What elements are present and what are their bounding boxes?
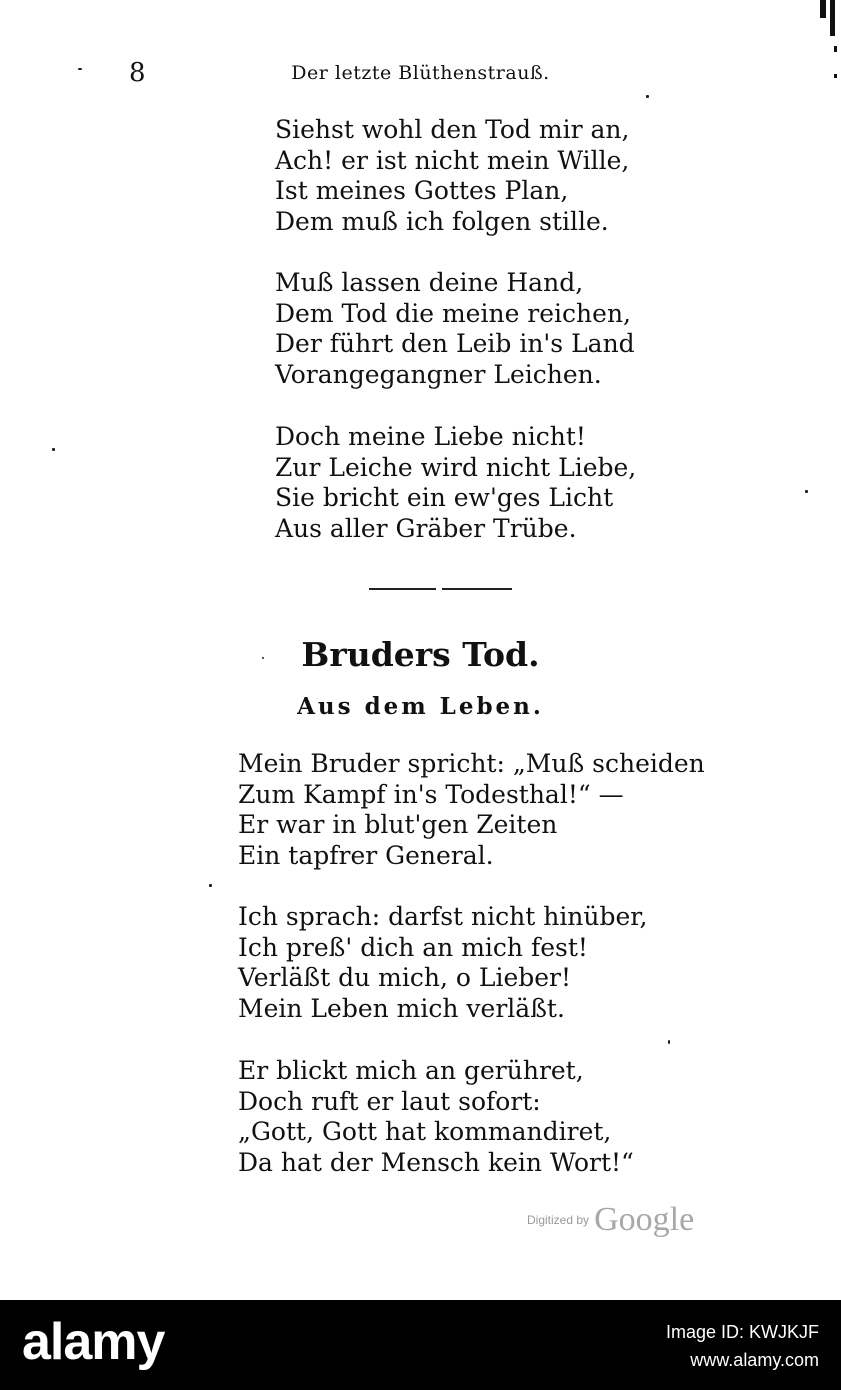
scan-speck [668,1040,670,1044]
verse-line: „Gott, Gott hat kommandiret, [238,1117,612,1146]
verse-line: Dem muß ich folgen stille. [275,206,609,236]
verse-line: Doch meine Liebe nicht! [275,422,586,451]
alamy-logo: alamy [22,1313,165,1371]
digitized-by-google-mark [527,1201,694,1239]
image-id: Image ID: KWJKJF [665,1322,819,1342]
stanza-2 [275,268,635,390]
verse-line: Mein Bruder spricht: „Muß scheiden [238,749,705,778]
scan-speck [805,490,808,493]
verse-line: Der führt den Leib in's Land [275,329,635,358]
scan-edge-mark [834,74,837,78]
verse-line: Aus aller Gräber Trübe. [275,513,577,543]
verse-line: Ich sprach: darfst nicht hinüber, [238,902,648,931]
stanza-1 [275,115,629,237]
site-url: www.alamy.com [690,1350,819,1370]
poem-subtitle: Aus dem Leben. [297,693,544,720]
verse-line: Muß lassen deine Hand, [275,268,584,297]
page-number: 8 [129,58,146,88]
scan-edge-mark [820,0,826,18]
verse-line: Ich preß' dich an mich fest! [238,932,588,962]
google-logo: Google [594,1201,695,1238]
stanza-6 [238,1056,634,1178]
poem-title: Bruders Tod. [301,635,540,674]
verse-line: Da hat der Mensch kein Wort!“ [238,1147,634,1177]
verse-line: Doch ruft er laut sofort: [238,1086,541,1116]
divider-gap [436,587,442,591]
stock-watermark-bar [0,1300,841,1390]
verse-line: Ist meines Gottes Plan, [275,176,569,205]
verse-line: Er blickt mich an gerühret, [238,1056,584,1085]
stanza-5 [238,902,647,1024]
verse-line: Er war in blut'gen Zeiten [238,810,558,839]
scan-speck [262,657,264,659]
scan-edge-mark [834,46,837,52]
scan-edge-mark [830,0,835,36]
stanza-3 [275,422,636,544]
verse-line: Dem Tod die meine reichen, [275,298,631,328]
verse-line: Mein Leben mich verläßt. [238,993,565,1023]
digitized-prefix: Digitized by [527,1213,590,1227]
verse-line: Zum Kampf in's Todesthal!“ — [238,779,624,809]
running-head: Der letzte Blüthenstrauß. [291,62,550,84]
verse-line: Sie bricht ein ew'ges Licht [275,483,614,512]
scan-speck [52,448,55,451]
verse-line: Ein tapfrer General. [238,840,494,870]
scan-speck [78,68,82,70]
scan-speck [646,95,649,98]
verse-line: Zur Leiche wird nicht Liebe, [275,452,637,482]
verse-line: Ach! er ist nicht mein Wille, [275,145,630,175]
verse-line: Verläßt du mich, o Lieber! [238,963,572,992]
scan-speck [209,884,212,887]
verse-line: Vorangegangner Leichen. [275,359,602,389]
stanza-4 [238,749,705,871]
verse-line: Siehst wohl den Tod mir an, [275,115,630,144]
